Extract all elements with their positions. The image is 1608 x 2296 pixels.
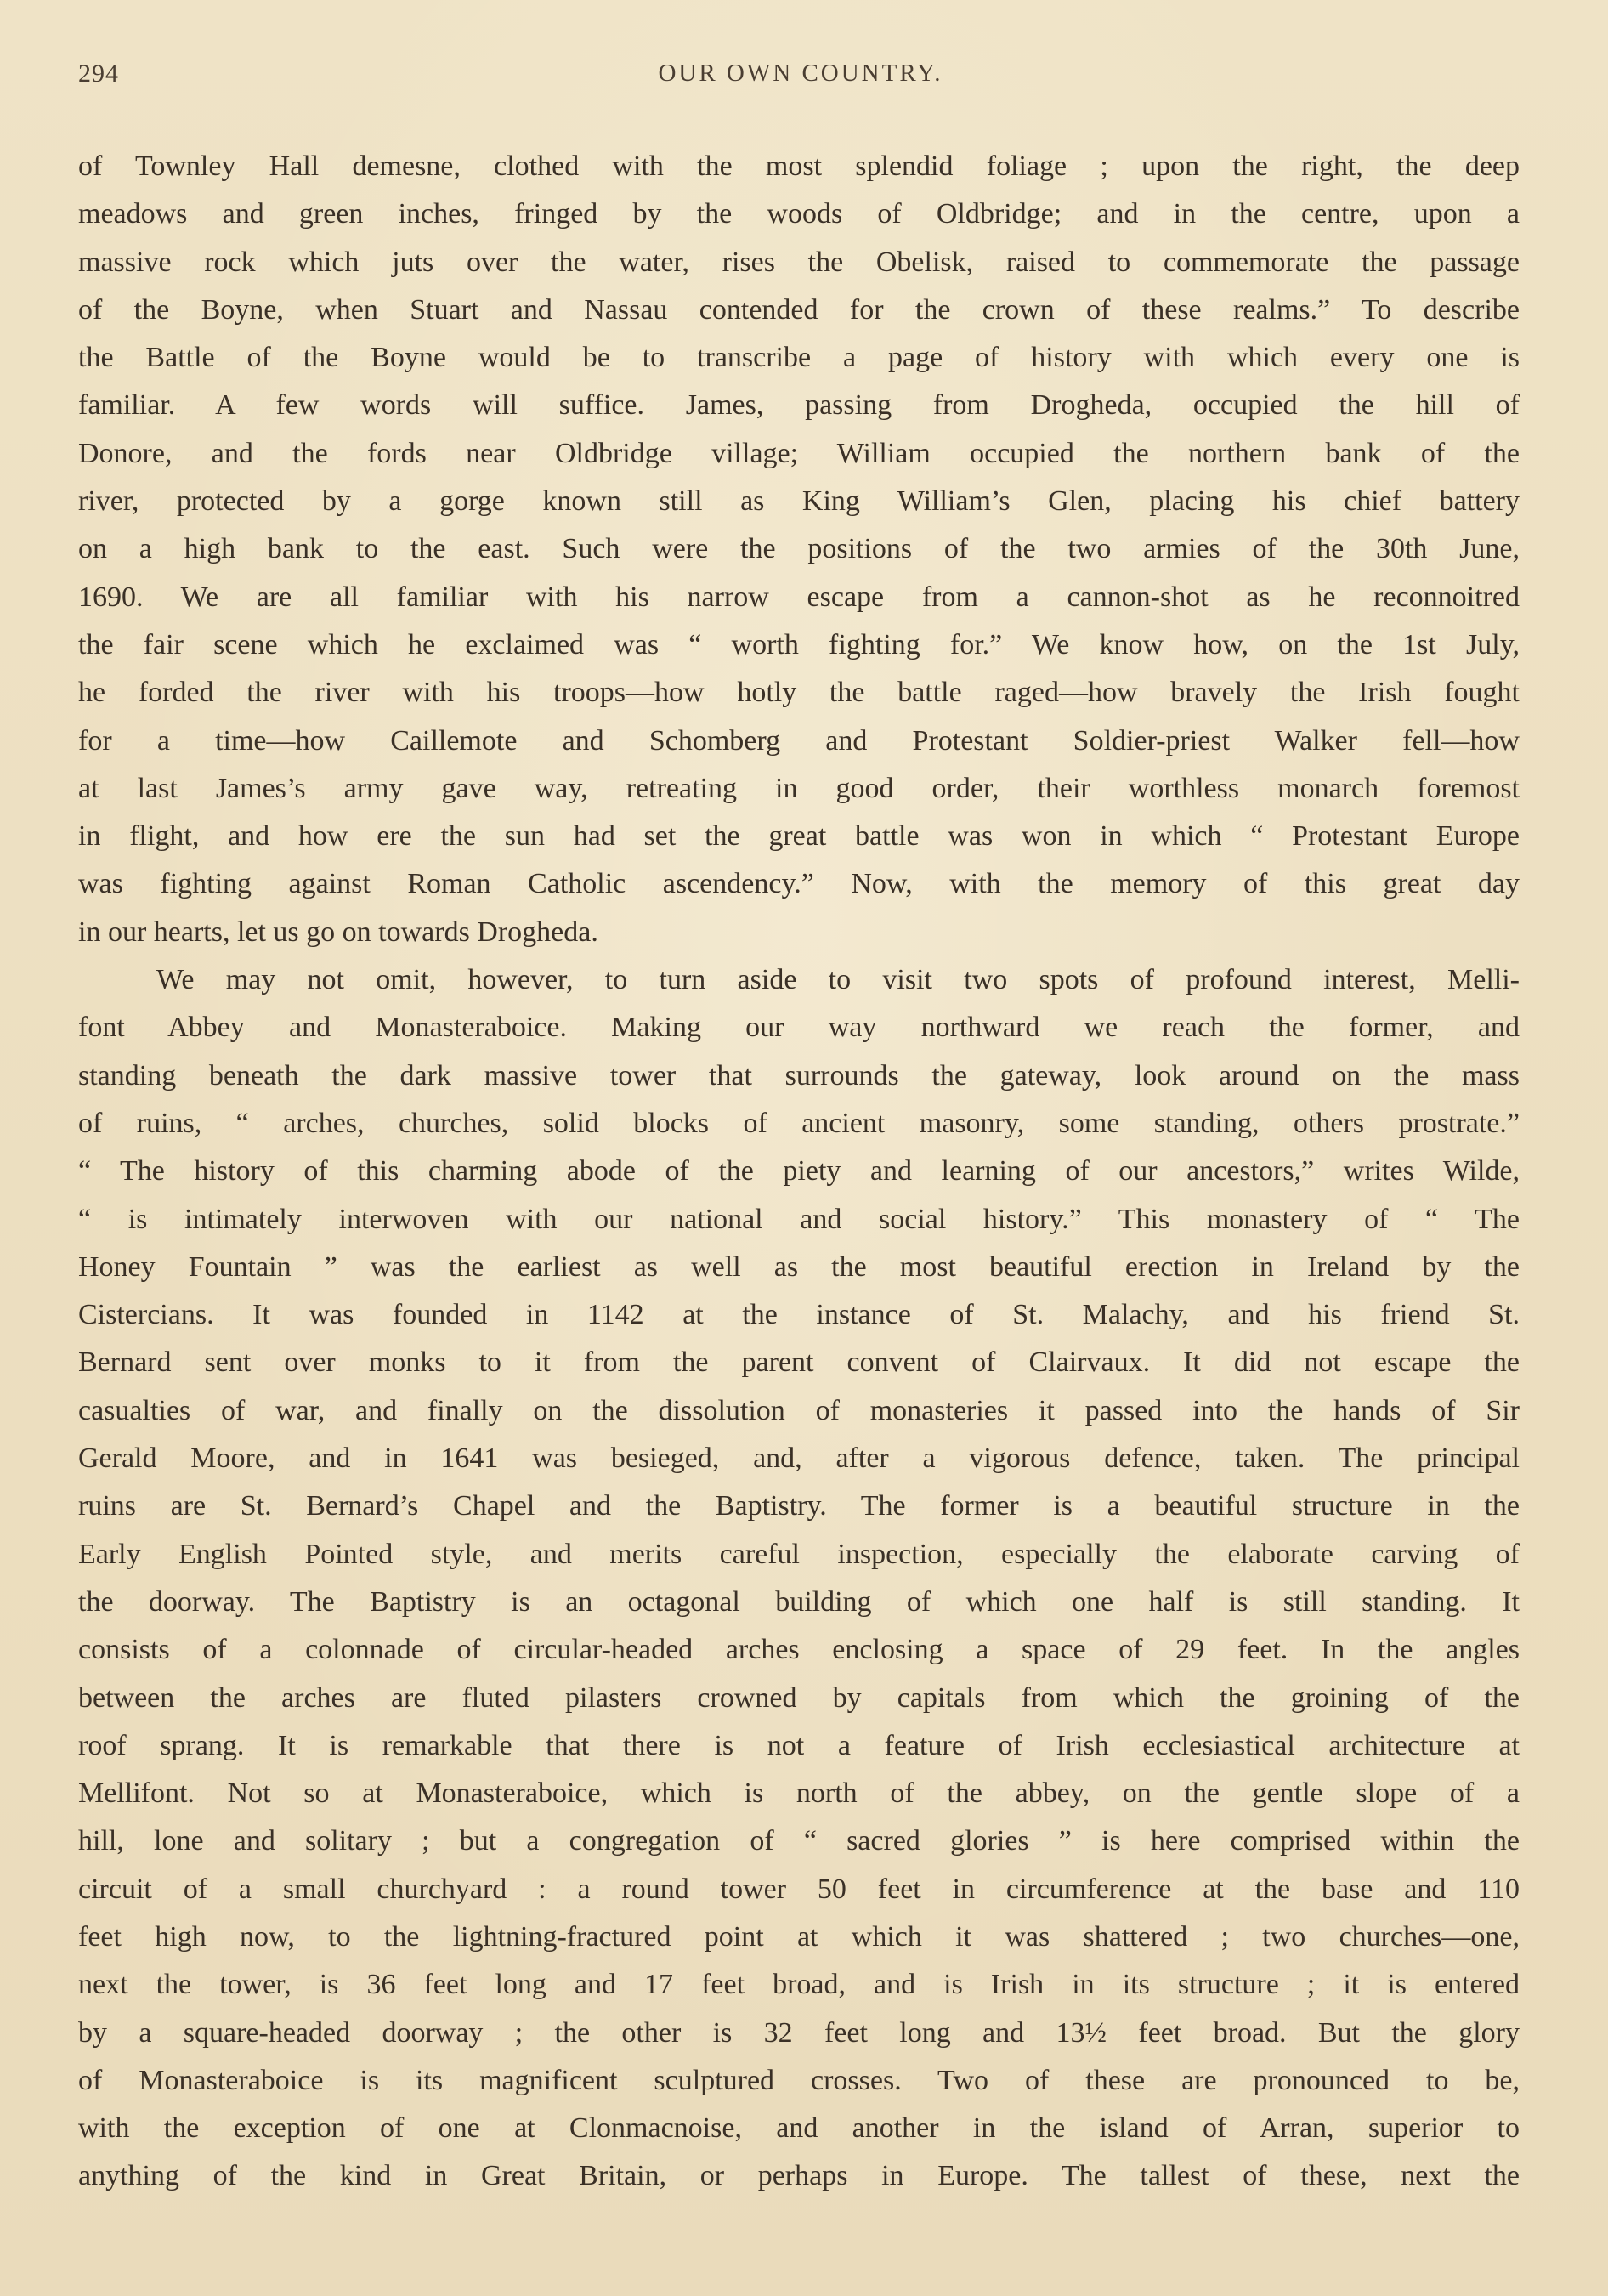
- text-line: casualties of war, and finally on the dissolution of monasteries it passed into the hands of Sir: [78, 1394, 1520, 1426]
- text-line: font Abbey and Monasteraboice. Making our way northward we reach the former, and: [78, 1012, 1520, 1044]
- text-line: consists of a colonnade of circular-headed arches enclosing a space of 29 feet. In the angles: [78, 1634, 1520, 1666]
- text-line: the doorway. The Baptistry is an octagonal building of which one half is still standing. It: [78, 1585, 1520, 1618]
- text-line: “ is intimately interwoven with our national and social history.” This monastery of “ The: [78, 1203, 1520, 1235]
- text-line: the Battle of the Boyne would be to transcribe a page of history with which every one is: [78, 342, 1520, 374]
- text-line: roof sprang. It is remarkable that there is not a feature of Irish ecclesiastical architecture at: [78, 1729, 1520, 1761]
- text-line: “ The history of this charming abode of the piety and learning of our ancestors,” writes Wilde,: [78, 1155, 1520, 1188]
- text-line: of Monasteraboice is its magnificent sculptured crosses. Two of these are pronounced to be,: [78, 2064, 1520, 2096]
- text-line: feet high now, to the lightning-fractured point at which it was shattered ; two churches—one,: [78, 1920, 1520, 1953]
- text-line: Bernard sent over monks to it from the parent convent of Clairvaux. It did not escape the: [78, 1346, 1520, 1379]
- text-line: Early English Pointed style, and merits careful inspection, especially the elaborate carving of: [78, 1538, 1520, 1570]
- text-line: was fighting against Roman Catholic ascendency.” Now, with the memory of this great day: [78, 868, 1520, 900]
- text-line: Gerald Moore, and in 1641 was besieged, and, after a vigorous defence, taken. The principal: [78, 1443, 1520, 1475]
- text-line: standing beneath the dark massive tower that surrounds the gateway, look around on the mass: [78, 1059, 1520, 1091]
- text-line: for a time—how Caillemote and Schomberg and Protestant Soldier-priest Walker fell—how: [78, 724, 1520, 757]
- running-title: OUR OWN COUNTRY.: [658, 60, 943, 87]
- text-line: of the Boyne, when Stuart and Nassau contended for the crown of these realms.” To describe: [78, 293, 1520, 326]
- text-line: at last James’s army gave way, retreating in good order, their worthless monarch foremost: [78, 772, 1520, 804]
- text-line: river, protected by a gorge known still as King William’s Glen, placing his chief battery: [78, 485, 1520, 518]
- text-line: We may not omit, however, to turn aside to visit two spots of profound interest, Melli-: [156, 964, 1520, 996]
- text-line: circuit of a small churchyard : a round tower 50 feet in circumference at the base and 110: [78, 1873, 1520, 1905]
- text-line: in our hearts, let us go on towards Drogheda.: [78, 916, 598, 948]
- text-line: ruins are St. Bernard’s Chapel and the Baptistry. The former is a beautiful structure in the: [78, 1490, 1520, 1522]
- page-number: 294: [78, 60, 119, 88]
- text-line: with the exception of one at Clonmacnoise, and another in the island of Arran, superior to: [78, 2112, 1520, 2145]
- text-line: familiar. A few words will suffice. James, passing from Drogheda, occupied the hill of: [78, 389, 1520, 422]
- body-text: [78, 143, 1520, 2201]
- paragraph-1: [78, 143, 1520, 956]
- text-line: 1690. We are all familiar with his narrow escape from a cannon-shot as he reconnoitred: [78, 581, 1520, 613]
- text-line: Honey Fountain ” was the earliest as well as the most beautiful erection in Ireland by the: [78, 1250, 1520, 1283]
- text-line: in flight, and how ere the sun had set the great battle was won in which “ Protestant Europe: [78, 820, 1520, 853]
- text-line: meadows and green inches, fringed by the woods of Oldbridge; and in the centre, upon a: [78, 198, 1520, 230]
- text-line: next the tower, is 36 feet long and 17 feet broad, and is Irish in its structure ; it is entered: [78, 1969, 1520, 2001]
- text-line: Donore, and the fords near Oldbridge village; William occupied the northern bank of the: [78, 437, 1520, 469]
- page-header: [78, 60, 1523, 102]
- text-line: he forded the river with his troops—how hotly the battle raged—how bravely the Irish fought: [78, 677, 1520, 709]
- text-line: Mellifont. Not so at Monasteraboice, which is north of the abbey, on the gentle slope of a: [78, 1777, 1520, 1810]
- text-line: by a square-headed doorway ; the other is 32 feet long and 13½ feet broad. But the glory: [78, 2016, 1520, 2049]
- text-line: Cistercians. It was founded in 1142 at the instance of St. Malachy, and his friend St.: [78, 1299, 1520, 1331]
- text-line: on a high bank to the east. Such were the positions of the two armies of the 30th June,: [78, 533, 1520, 565]
- text-line: the fair scene which he exclaimed was “ worth fighting for.” We know how, on the 1st July,: [78, 628, 1520, 660]
- text-line: massive rock which juts over the water, rises the Obelisk, raised to commemorate the passage: [78, 246, 1520, 278]
- paragraph-2: [78, 956, 1520, 2201]
- text-line: of Townley Hall demesne, clothed with the most splendid foliage ; upon the right, the deep: [78, 150, 1520, 182]
- text-line: hill, lone and solitary ; but a congregation of “ sacred glories ” is here comprised within the: [78, 1825, 1520, 1857]
- text-line: of ruins, “ arches, churches, solid blocks of ancient masonry, some standing, others prostrate.”: [78, 1107, 1520, 1139]
- text-line: anything of the kind in Great Britain, or perhaps in Europe. The tallest of these, next the: [78, 2160, 1520, 2192]
- text-line: between the arches are fluted pilasters crowned by capitals from which the groining of the: [78, 1681, 1520, 1714]
